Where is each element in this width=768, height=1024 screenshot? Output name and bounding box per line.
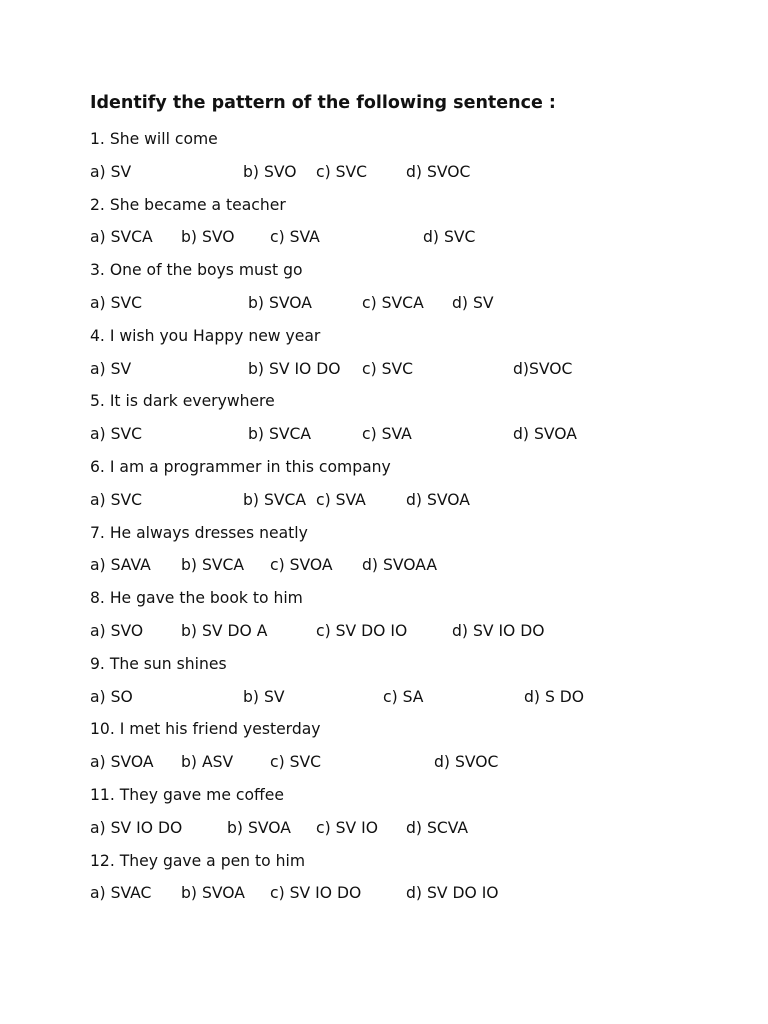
question-text: 10. I met his friend yesterday [90,720,321,739]
answer-option: a) SVC [90,490,143,509]
answer-option: b) SV [243,687,285,706]
answer-option: a) SV [90,162,132,181]
answer-option: c) SVA [362,425,412,444]
answer-option: d) SV DO IO [406,884,499,903]
answer-option: a) SV IO DO [90,818,183,837]
answer-options [0,620,768,642]
answer-options [0,292,768,314]
question-text: 4. I wish you Happy new year [90,326,321,345]
answer-option: c) SVC [270,753,322,772]
answer-option: a) SVOA [90,753,154,772]
answer-option: a) SVCA [90,228,153,247]
answer-option: b) SVCA [181,556,245,575]
answer-options [0,554,768,576]
answer-options [0,817,768,839]
answer-options [0,686,768,708]
answer-option: d) S DO [524,687,585,706]
answer-options [0,358,768,380]
question-text: 1. She will come [90,130,218,148]
answer-option: c) SV IO [316,818,379,837]
answer-option: a) SVO [90,622,144,640]
answer-options [0,882,768,904]
question-text: 8. He gave the book to him [90,589,303,608]
answer-option: d)SVOC [513,359,573,378]
answer-option: a) SO [90,687,133,706]
answer-option: d) SV [452,294,494,312]
answer-option: d) SVOAA [362,556,437,575]
answer-option: a) SVAC [90,884,152,903]
answer-options [0,751,768,773]
answer-option: d) SCVA [406,818,469,837]
answer-option: c) SA [383,687,424,706]
question-text: 2. She became a teacher [90,195,286,214]
answer-option: b) SV DO A [181,622,268,640]
answer-option: a) SVC [90,294,143,312]
question-text: 9. The sun shines [90,654,227,673]
question-text: 11. They gave me coffee [90,786,284,804]
answer-option: b) SVCA [243,490,307,509]
answer-options [0,489,768,511]
answer-option: a) SVC [90,425,143,444]
question-text: 5. It is dark everywhere [90,392,275,411]
answer-option: d) SVOC [406,162,471,181]
answer-option: c) SVC [316,162,368,181]
answer-options [0,161,768,183]
answer-option: c) SVOA [270,556,333,575]
answer-option: a) SAVA [90,556,151,575]
answer-option: c) SVA [270,228,320,247]
answer-option: b) SVOA [227,818,291,837]
question-text: 6. I am a programmer in this company [90,458,391,476]
answer-option: b) SVOA [248,294,312,312]
answer-options [0,423,768,445]
answer-option: b) SVO [243,162,297,181]
answer-option: d) SVOC [434,753,499,772]
answer-option: b) SVOA [181,884,245,903]
answer-option: c) SV IO DO [270,884,362,903]
question-text: 3. One of the boys must go [90,261,303,280]
answer-option: d) SVOA [513,425,577,444]
answer-option: b) SVO [181,228,235,247]
answer-option: b) ASV [181,753,234,772]
answer-option: c) SVC [362,359,414,378]
answer-option: d) SV IO DO [452,622,545,640]
answer-option: d) SVC [423,228,476,247]
answer-option: d) SVOA [406,490,470,509]
worksheet-title: Identify the pattern of the following sentence : [90,93,556,113]
answer-option: c) SVA [316,490,366,509]
answer-option: b) SVCA [248,425,312,444]
question-text: 12. They gave a pen to him [90,851,306,870]
answer-option: c) SVCA [362,294,424,312]
answer-option: a) SV [90,359,132,378]
answer-option: b) SV IO DO [248,359,341,378]
question-text: 7. He always dresses neatly [90,523,308,542]
answer-options [0,226,768,248]
answer-option: c) SV DO IO [316,622,408,640]
